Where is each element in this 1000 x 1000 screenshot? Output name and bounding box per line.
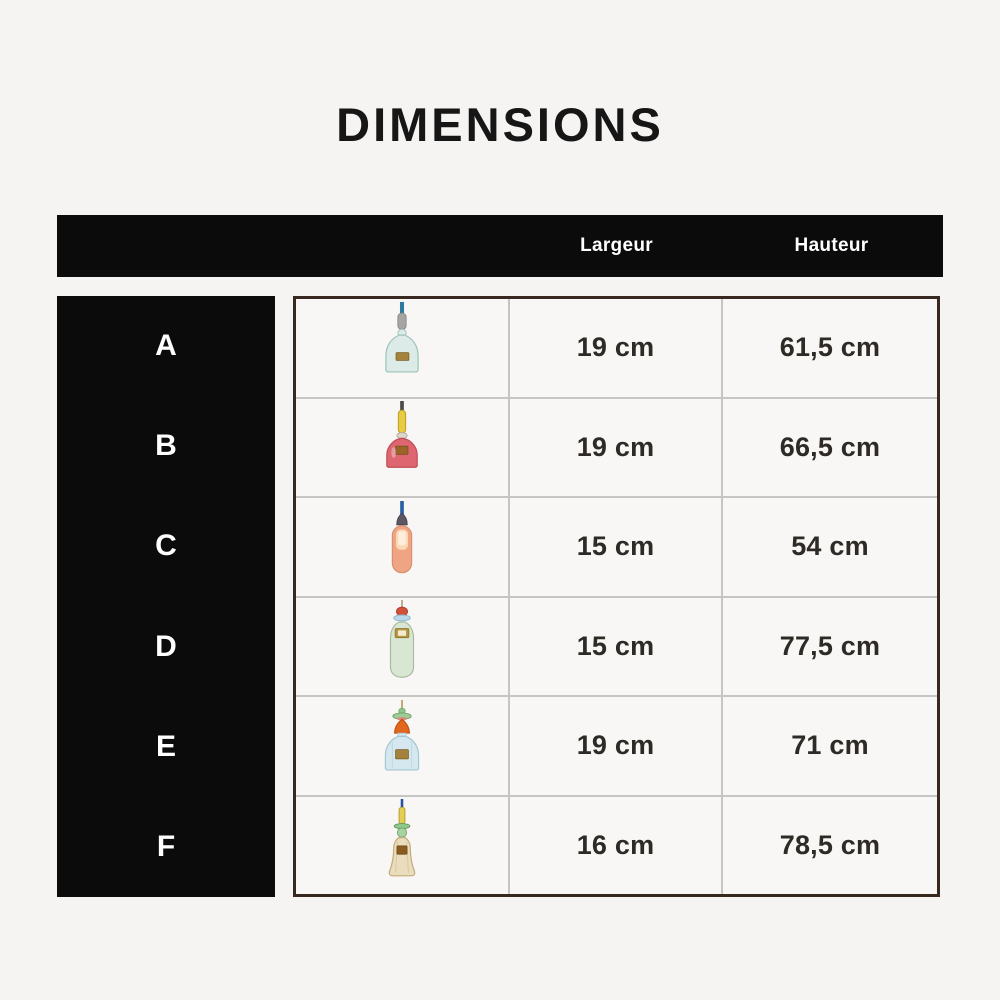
table-row-a [296,299,937,399]
lamp-d-inner [398,631,406,637]
row-b-largeur-value: 19 cm [510,399,723,497]
table-row-f [296,797,937,895]
row-a-hauteur-value: 61,5 cm [779,332,881,363]
lamp-image-cell-b [296,399,510,497]
column-header-hauteur: Hauteur [794,235,869,256]
row-label-d: D [155,629,177,663]
table-header-bar [57,215,943,277]
pendant-lamp-e-icon [374,700,430,792]
lamp-a-cord [400,302,404,314]
table-row-d [296,598,937,698]
dimensions-table [293,296,940,897]
lamp-a-emblem [396,352,409,360]
row-c-largeur-value: 15 cm [510,498,723,596]
lamp-b-tube [398,410,405,433]
lamp-d-saucer [394,615,411,621]
row-label-c: C [155,529,177,563]
lamp-c-cord [400,501,404,515]
lamp-c-cone [397,513,407,524]
page-title: DIMENSIONS [336,98,664,151]
lamp-b-ring [397,433,407,439]
lamp-e-collar [398,733,406,736]
pendant-lamp-b-icon [374,401,430,493]
lamp-f-ball [397,828,406,837]
lamp-b-highlight [391,447,396,458]
lamp-f-shade [389,838,414,876]
table-row-b [296,399,937,499]
lamp-image-cell-c [296,498,510,596]
table-row-c [296,498,937,598]
row-e-hauteur-value: 71 cm [791,730,869,761]
pendant-lamp-a-icon [374,302,430,394]
row-f-largeur-value: 16 cm [510,797,723,895]
lamp-f-emblem [397,846,407,854]
row-label-b: B [155,429,177,463]
row-e-largeur-value: 19 cm [510,697,723,795]
table-row-e [296,697,937,797]
row-label-a: A [155,329,177,363]
pendant-lamp-f-icon [374,799,430,891]
row-a-largeur-value: 19 cm [510,299,723,397]
row-label-sidebar [57,296,275,897]
lamp-b-cord [400,401,404,411]
lamp-image-cell-f [296,797,510,895]
lamp-image-cell-e [296,697,510,795]
pendant-lamp-d-icon [374,600,430,692]
lamp-e-emblem [396,749,409,758]
pendant-lamp-c-icon [374,501,430,593]
row-label-e: E [155,729,176,763]
lamp-a-socket [398,313,406,330]
row-b-hauteur-value: 66,5 cm [779,431,881,462]
lamp-f-tube [399,808,405,825]
row-d-largeur-value: 15 cm [510,598,723,696]
row-label-f: F [156,829,176,863]
column-header-largeur: Largeur [580,235,653,256]
row-f-hauteur-value: 78,5 cm [779,829,881,860]
row-c-hauteur-value: 54 cm [791,531,869,562]
lamp-c-inner [398,531,405,545]
lamp-e-cone [395,719,410,733]
lamp-image-cell-d [296,598,510,696]
lamp-image-cell-a [296,299,510,397]
lamp-b-emblem [396,446,408,454]
row-d-hauteur-value: 77,5 cm [779,630,881,661]
